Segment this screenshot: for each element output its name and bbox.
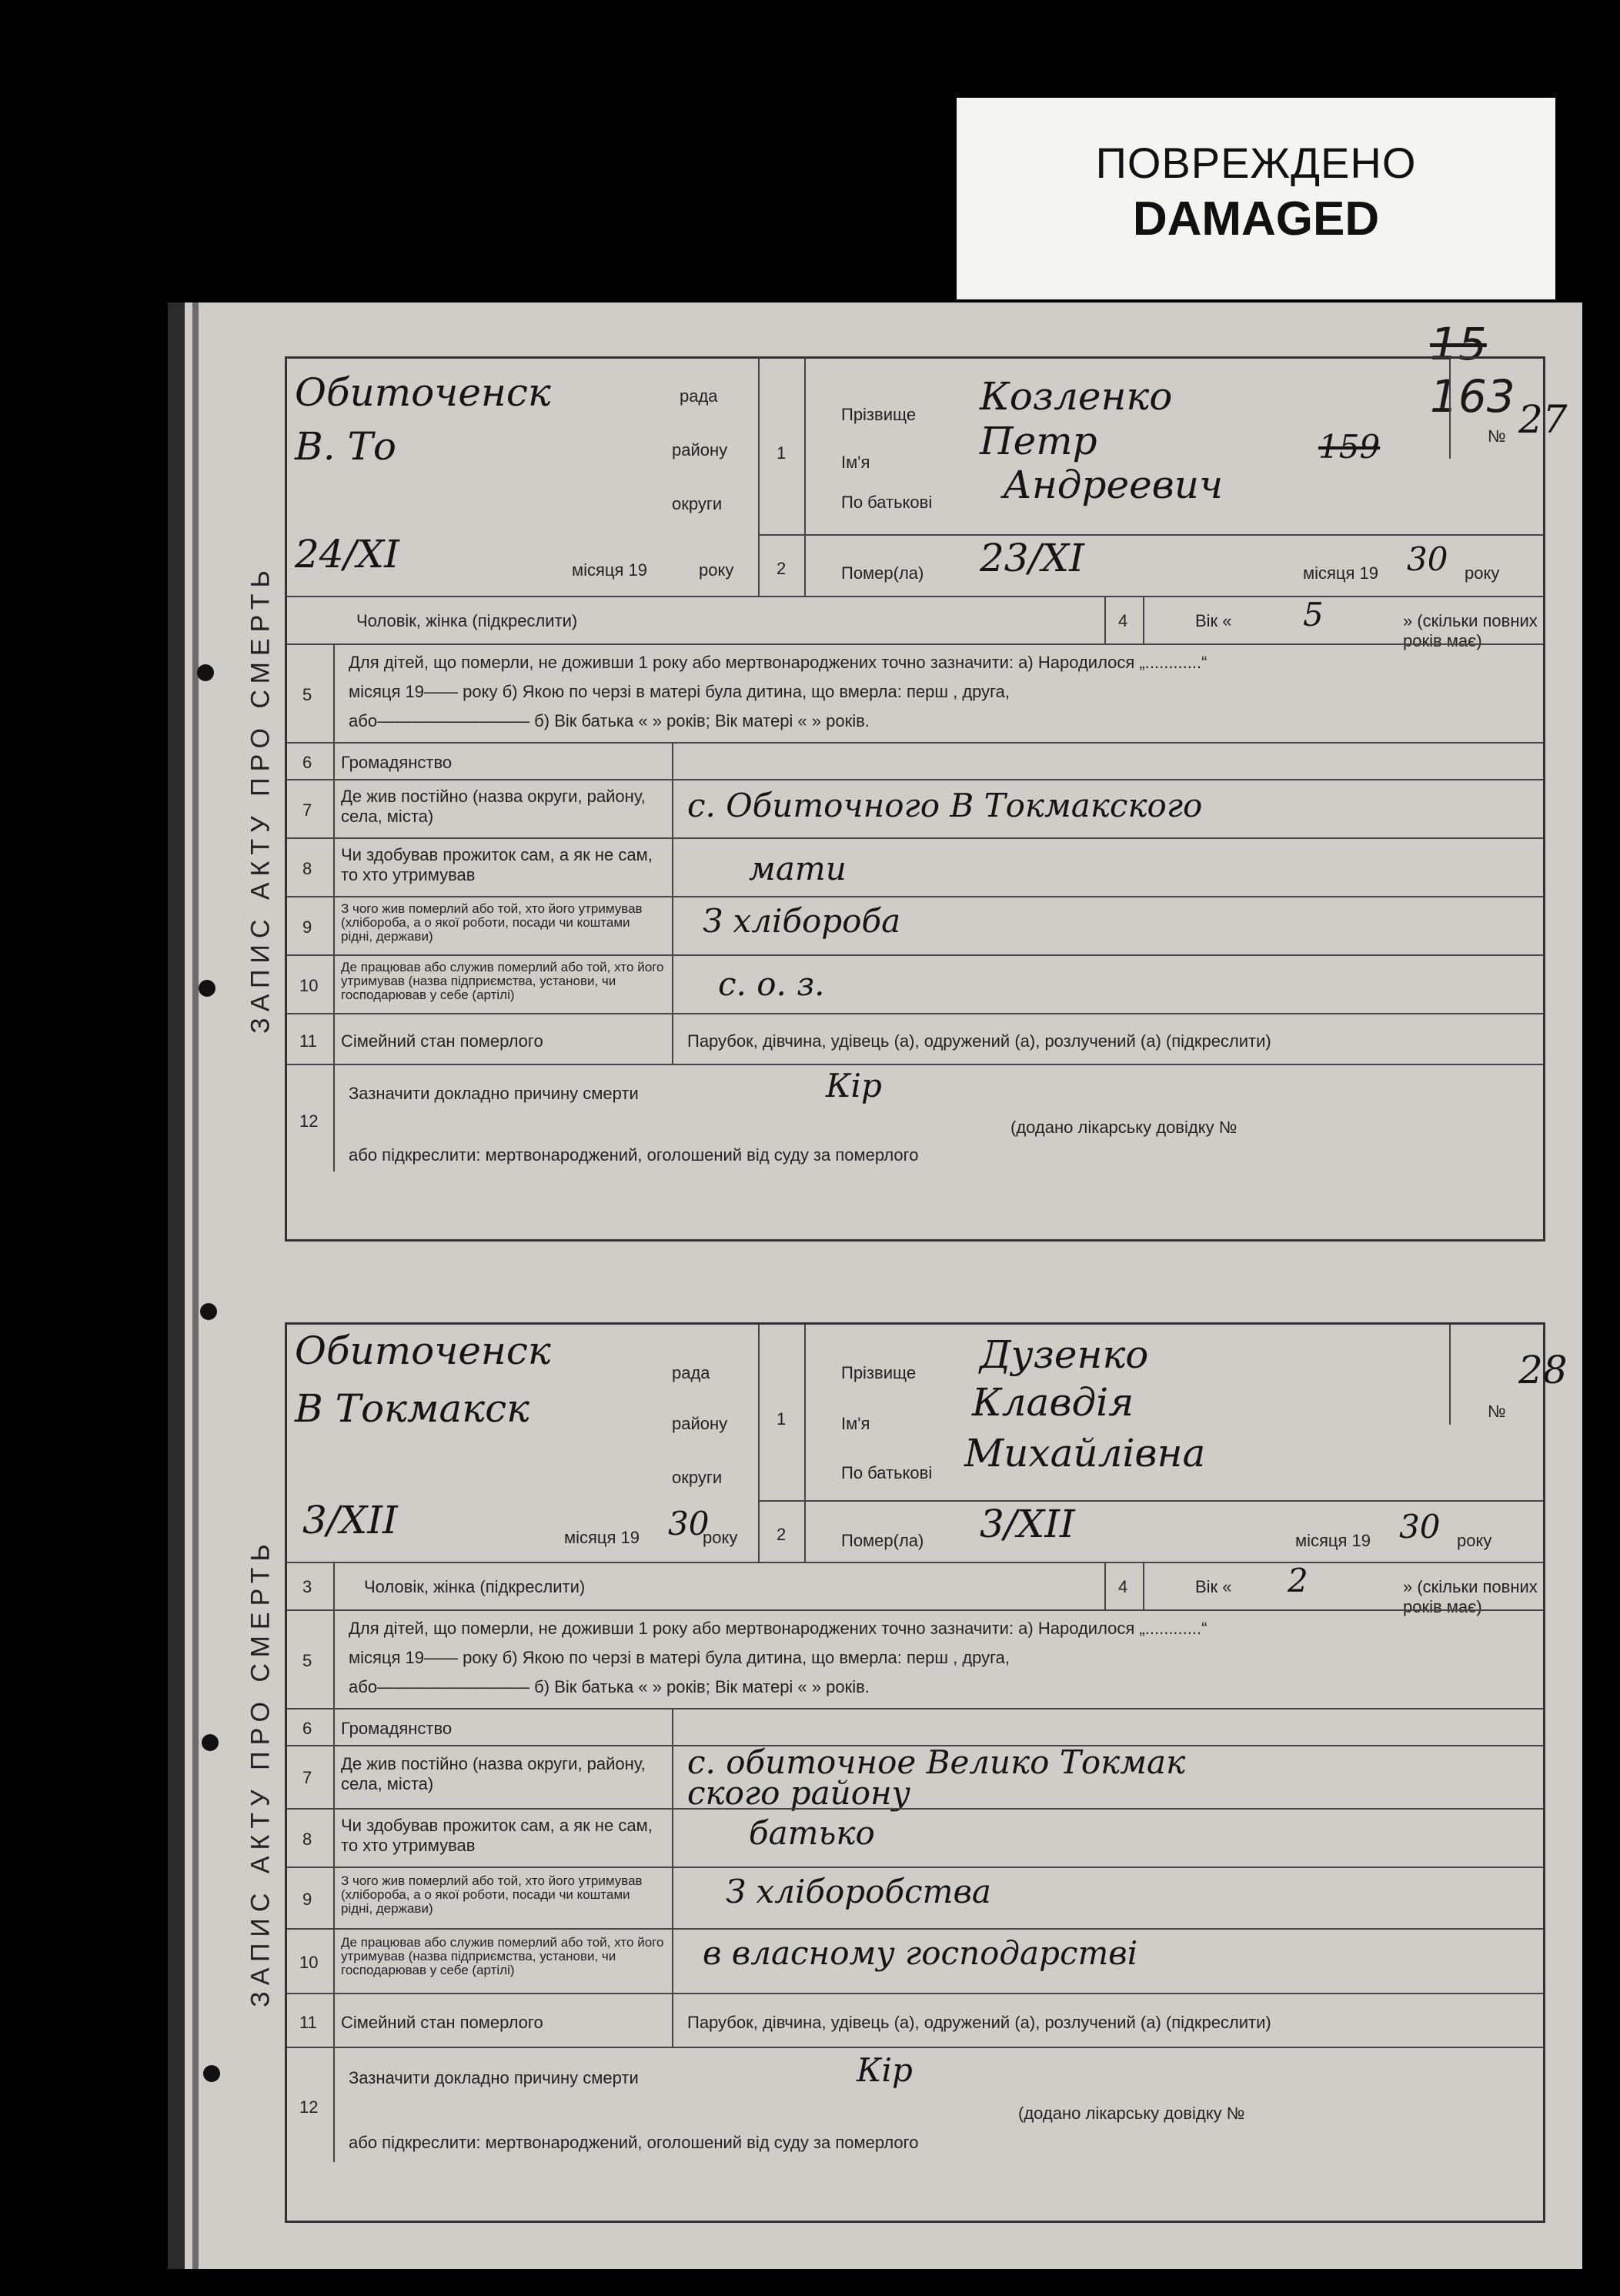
died-year-label: року	[1457, 1531, 1492, 1550]
raion-value: В Токмакск	[295, 1386, 529, 1431]
died-month-label: місяця 19	[1303, 563, 1379, 583]
source-value: З хлібороба	[703, 902, 901, 940]
sex-label: Чоловік, жінка (підкреслити)	[364, 1577, 586, 1596]
residence-label: Де жив постійно (назва округи, району, села, міста)	[341, 1754, 646, 1793]
archive-number-struck: 15	[1430, 318, 1487, 370]
reg-year-value: 30	[668, 1505, 710, 1542]
marital-label: Сімейний стан померлого	[341, 2013, 543, 2032]
archive-number-current: 163	[1430, 370, 1515, 423]
children-line-1: Для дітей, що померли, не доживши 1 року або мертвонароджених точно зазначити: а) Народилося „............“	[349, 1619, 1207, 1638]
livelihood-label: Чи здобував прожиток сам, а як не сам, то хто утримував	[341, 1816, 653, 1855]
residence-value: с. обиточное Велико Токмак	[687, 1743, 1186, 1781]
surname-label: Прізвище	[841, 1363, 917, 1382]
cert-label: (додано лікарську довідку №	[1018, 2104, 1245, 2123]
reg-date-value: 3/XII	[302, 1498, 398, 1542]
residence-value: с. Обиточного В Токмакского	[687, 787, 1203, 824]
source-label: З чого жив померлий або той, хто його утримував (хлібороба, а о якої роботи, посади чи коштами рідні, держави)	[341, 1873, 643, 1916]
okrug-label: округи	[672, 494, 723, 513]
age-value: 5	[1303, 596, 1324, 633]
death-record-2	[237, 1322, 1568, 2223]
children-line-2: місяця 19—— року б) Якою по черзі в матері була дитина, що вмерла: перш , друга,	[349, 682, 1010, 701]
rada-value: Обиточенск	[295, 370, 551, 415]
citizenship-label: Громадянство	[341, 753, 453, 772]
reg-month-label: місяця 19	[572, 560, 648, 580]
surname-value: Дузенко	[980, 1332, 1149, 1377]
record-number: 27	[1518, 397, 1568, 442]
age-value: 2	[1288, 1562, 1308, 1599]
raion-label: району	[672, 440, 728, 460]
age-prefix: Вік «	[1195, 611, 1232, 630]
stamp-line-en: DAMAGED	[1132, 192, 1380, 246]
age-prefix: Вік «	[1195, 1577, 1232, 1596]
binding-shadow	[192, 302, 199, 2269]
died-year-value: 30	[1399, 1508, 1441, 1546]
marital-options: Парубок, дівчина, удівець (а), одружений (а), розлучений (а) (підкреслити)	[687, 1031, 1271, 1051]
damaged-stamp	[957, 98, 1555, 299]
name-label: Ім'я	[841, 1414, 870, 1433]
binding-hole	[199, 980, 215, 997]
cause-label: Зазначити докладно причину смерти	[349, 2068, 639, 2087]
died-label: Помер(ла)	[841, 1531, 924, 1550]
workplace-label: Де працював або служив померлий або той, хто його утримував (назва підприємства, установи, чи господарював у себе (артілі)	[341, 1935, 664, 1977]
citizenship-label: Громадянство	[341, 1719, 453, 1738]
died-month-label: місяця 19	[1295, 1531, 1371, 1550]
rada-label: рада	[680, 386, 718, 406]
cert-label: (додано лікарську довідку №	[1010, 1118, 1238, 1137]
died-date-value: 23/XI	[980, 536, 1084, 580]
marital-label: Сімейний стан померлого	[341, 1031, 543, 1051]
patronymic-label: По батькові	[841, 1463, 933, 1482]
side-label: ЗАПИС АКТУ ПРО СМЕРТЬ	[246, 564, 276, 1034]
name-label: Ім'я	[841, 453, 870, 472]
name-value: Петр	[980, 419, 1097, 463]
patronymic-value: Михайлівна	[964, 1431, 1206, 1476]
or-mark-label: або підкреслити: мертвонароджений, оголошений від суду за померлого	[349, 1145, 919, 1165]
document-sheet	[168, 302, 1582, 2269]
record-number: 28	[1518, 1348, 1568, 1392]
age-suffix: » (скільки повних років має)	[1403, 1577, 1538, 1616]
residence-label: Де жив постійно (назва округи, району, села, міста)	[341, 787, 646, 826]
reg-year-label: року	[703, 1528, 738, 1547]
death-record-1	[237, 356, 1568, 1242]
record-grid: Обиточенск рада В Токмакск району округи 3/XII місяця 19 30 року 1 Прізвище Дузенко Ім'я Клавдія По батькові Михайлівна № 28 2 Помер(ла) 3/XII місяця 19 30 року 3 Чоловік, жінка (підкреслити) 4 Вік « 2 » (скільки повних років має) 5 Для дітей, що померли, не доживши 1 року або мертвонароджених точно зазначити: а) Народилося „............“ місяця 19—— року б) Якою по черзі в матері була дитина, що вмерла: перш , друга, або————————— б) Вік батька « » років; Вік матері « » років. 6 Громадянство 7 Де жив постійно (назва округи, району, села, міста) с. обиточное Велико Токмак ского району 8 Чи здобував прожиток сам, а як не сам, то хто утримував батько 9 З чого жив померлий або той, хто його утримував (хлібороба, а о якої роботи, посади чи коштами рідні, держави) З хліборобства 10 Де працював або служив померлий або той, хто його утримував (назва підприємства, установи, чи господарював у себе (артілі) в власному господарстві 11 Сімейний стан померлого Парубок, дівчина, удівець (а), одружений (а), розлучений (а) (підкреслити) 12 Зазначити докладно причину смерти Кір (додано лікарську довідку № або підкреслити: мертвонароджений, оголошений від суду за померлого	[285, 1322, 1545, 2223]
side-label: ЗАПИС АКТУ ПРО СМЕРТЬ	[246, 1538, 276, 2007]
died-date-value: 3/XII	[980, 1502, 1075, 1546]
no-label: №	[1488, 1402, 1506, 1421]
marital-options: Парубок, дівчина, удівець (а), одружений (а), розлучений (а) (підкреслити)	[687, 2013, 1271, 2032]
children-line-2: місяця 19—— року б) Якою по черзі в матері була дитина, що вмерла: перш , друга,	[349, 1648, 1010, 1667]
livelihood-label: Чи здобував прожиток сам, а як не сам, то хто утримував	[341, 845, 653, 884]
workplace-value: в власному господарстві	[703, 1934, 1138, 1972]
workplace-value: с. о. з.	[718, 965, 825, 1003]
children-line-3: або————————— б) Вік батька « » років; Вік матері « » років.	[349, 711, 870, 730]
surname-label: Прізвище	[841, 405, 917, 424]
reg-date-value: 24/XI	[295, 532, 399, 577]
binding-hole	[203, 2065, 220, 2082]
livelihood-value: батько	[749, 1814, 875, 1852]
source-label: З чого жив померлий або той, хто його утримував (хлібороба, а о якої роботи, посади чи коштами рідні, держави)	[341, 901, 643, 944]
reg-year-label: року	[699, 560, 734, 580]
binding-hole	[200, 1303, 217, 1320]
record-grid: Обиточенск рада В. То району округи 24/XI місяця 19 року 1 Прізвище Козленко Ім'я Петр По батькові Андреевич 159 № 27 2 Помер(ла) 23/XI місяця 19 30 року Чоловік, жінка (підкреслити) 4 Вік « 5 » (скільки повних років має) 5 Для дітей, що померли, не доживши 1 року або мертвонароджених точно зазначити: а) Народилося „............“ місяця 19—— року б) Якою по черзі в матері була дитина, що вмерла: перш , друга, або————————— б) Вік батька « » років; Вік матері « » років. 6 Громадянство 7 Де жив постійно (назва округи, району, села, міста) с. Обиточного В Токмакского 8 Чи здобував прожиток сам, а як не сам, то хто утримував мати 9 З чого жив померлий або той, хто його утримував (хлібороба, а о якої роботи, посади чи коштами рідні, держави) З хлібороба 10 Де працював або служив померлий або той, хто його утримував (назва підприємства, установи, чи господарював у себе (артілі) с. о. з. 11 Сімейний стан померлого Парубок, дівчина, удівець (а), одружений (а), розлучений (а) (підкреслити) 12 Зазначити докладно причину смерти Кір (додано лікарську довідку № або підкреслити: мертвонароджений, оголошений від суду за померлого	[285, 356, 1545, 1242]
binding-hole	[202, 1734, 219, 1751]
cause-value: Кір	[857, 2051, 913, 2089]
livelihood-value: мати	[749, 850, 847, 887]
patronymic-value: Андреевич	[1003, 463, 1224, 507]
sex-label: Чоловік, жінка (підкреслити)	[356, 611, 578, 630]
stamp-line-ru: ПОВРЕЖДЕНО	[1095, 139, 1417, 187]
rada-value: Обиточенск	[295, 1328, 551, 1373]
died-label: Помер(ла)	[841, 563, 924, 583]
raion-value: В. То	[295, 424, 396, 469]
patronymic-label: По батькові	[841, 493, 933, 512]
source-value: З хліборобства	[726, 1873, 991, 1910]
name-value: Клавдія	[972, 1380, 1134, 1425]
okrug-label: округи	[672, 1468, 723, 1487]
or-mark-label: або підкреслити: мертвонароджений, оголошений від суду за померлого	[349, 2133, 919, 2152]
binding-edge	[168, 302, 185, 2269]
residence-value-2: ского району	[687, 1774, 911, 1812]
died-year-value: 30	[1407, 540, 1448, 578]
raion-label: району	[672, 1414, 728, 1433]
cause-value: Кір	[826, 1067, 882, 1105]
workplace-label: Де працював або служив померлий або той, хто його утримував (назва підприємства, установи, чи господарював у себе (артілі)	[341, 960, 664, 1002]
no-label: №	[1488, 426, 1506, 446]
died-year-label: року	[1465, 563, 1500, 583]
children-line-3: або————————— б) Вік батька « » років; Вік матері « » років.	[349, 1677, 870, 1696]
side-number: 159	[1318, 428, 1381, 466]
reg-month-label: місяця 19	[564, 1528, 640, 1547]
surname-value: Козленко	[980, 374, 1173, 419]
cause-label: Зазначити докладно причину смерти	[349, 1084, 639, 1103]
age-suffix: » (скільки повних років має)	[1403, 611, 1538, 650]
rada-label: рада	[672, 1363, 710, 1382]
children-line-1: Для дітей, що померли, не доживши 1 року або мертвонароджених точно зазначити: а) Народилося „............“	[349, 653, 1207, 672]
binding-hole	[197, 664, 214, 681]
